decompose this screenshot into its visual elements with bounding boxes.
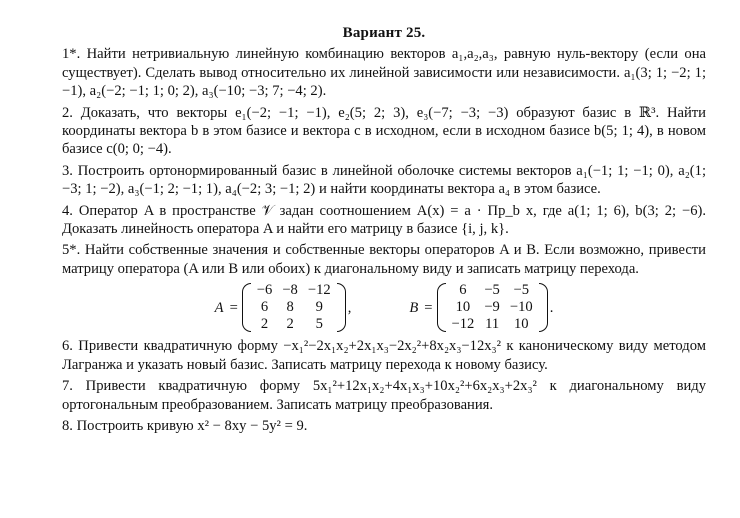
matrix-a-block <box>215 282 352 333</box>
matrix-b-cell: 6 <box>459 282 467 299</box>
problem-7: 7. Привести квадратичную форму 5x₁²+12x₁x₂+4x₁x₃+10x₂²+6x₂x₃+2x₃² к диагональному виду ортогональным преобразованием. Записать матрицу преобразования. <box>62 378 706 413</box>
matrix-a-cell: 2 <box>260 316 269 333</box>
matrix-b-name: B <box>409 299 419 316</box>
matrix-a-cell: 9 <box>315 299 323 316</box>
problem-1: 1*. Найти нетривиальную линейную комбинацию векторов a₁,a₂,a₃, равную нуль-вектору (если она существует). Сделать вывод относительно их линейной зависимости или независимости. a₁(3; 1; −2; 1; −1), a₂(−2; −1; 1; 0; 2), a₃(−10; −3; 7; −4; 2). <box>62 46 706 100</box>
problem-8: 8. Построить кривую x² − 8xy − 5y² = 9. <box>62 417 308 434</box>
matrices-row <box>62 282 706 333</box>
problem-3: 3. Построить ортонормированный базис в линейной оболочке системы векторов a₁(−1; 1; −1; 0), a₂(1; −3; 1; −2), a₃(−1; 2; −1; 1), a₄(−2; 3; −1; 2) и найти координаты вектора a₄ в этом базисе. <box>62 162 706 198</box>
matrix-a-cell: 8 <box>286 299 294 316</box>
matrix-b <box>437 282 548 333</box>
matrix-b-cell: −9 <box>484 299 500 316</box>
problem-4: 4. Оператор A в пространстве 𝒱 задан соотношением A(x) = a · Пр_b x, где a(1; 1; 6), b(3; 2; −6). Доказать линейность оператора A и найти его матрицу в базисе {i, j, k}. <box>62 202 706 238</box>
matrix-a-name: A <box>214 299 224 316</box>
matrix-b-cell: −5 <box>513 282 530 299</box>
matrix-a-cell: 2 <box>286 316 294 333</box>
document-page <box>62 24 706 438</box>
matrix-b-suffix: . <box>549 299 554 316</box>
matrix-a-cell: −8 <box>282 282 298 299</box>
matrix-a-cell: 6 <box>260 299 269 316</box>
matrix-a <box>242 282 346 333</box>
matrix-b-block <box>409 282 553 333</box>
matrix-b-cell: −10 <box>509 299 533 316</box>
matrix-a-cell: 5 <box>315 316 323 333</box>
matrix-a-cell: −12 <box>307 282 331 299</box>
matrix-b-cell: −12 <box>451 316 475 333</box>
matrix-b-cell: −5 <box>484 282 500 299</box>
variant-title: Вариант 25. <box>342 25 426 41</box>
matrix-b-cell: 11 <box>485 316 500 333</box>
problem-6: 6. Привести квадратичную форму −x₁²−2x₁x₂+2x₁x₃−2x₂²+8x₂x₃−12x₃² к каноническому виду методом Лагранжа и указать новый базис. Записать матрицу перехода к новому базису. <box>62 338 706 373</box>
matrix-b-cell: 10 <box>455 299 471 316</box>
problem-2: 2. Доказать, что векторы e₁(−2; −1; −1), e₂(5; 2; 3), e₃(−7; −3; −3) образуют базис в ℝ³. Найти координаты вектора b в этом базисе и вектора c в исходном, если в исходном базисе b(5; 1; 4), в новом базисе c(0; 0; −4). <box>62 104 706 158</box>
matrix-a-cell: −6 <box>256 282 273 299</box>
matrix-a-suffix: , <box>347 299 352 316</box>
matrix-b-cell: 10 <box>513 316 529 333</box>
matrix-b-equals: = <box>424 299 433 316</box>
problem-5: 5*. Найти собственные значения и собственные векторы операторов A и B. Если возможно, привести матрицу оператора (A или B или обоих) к диагональному виду и записать матрицу перехода. <box>62 242 706 277</box>
matrix-a-equals: = <box>229 299 238 316</box>
